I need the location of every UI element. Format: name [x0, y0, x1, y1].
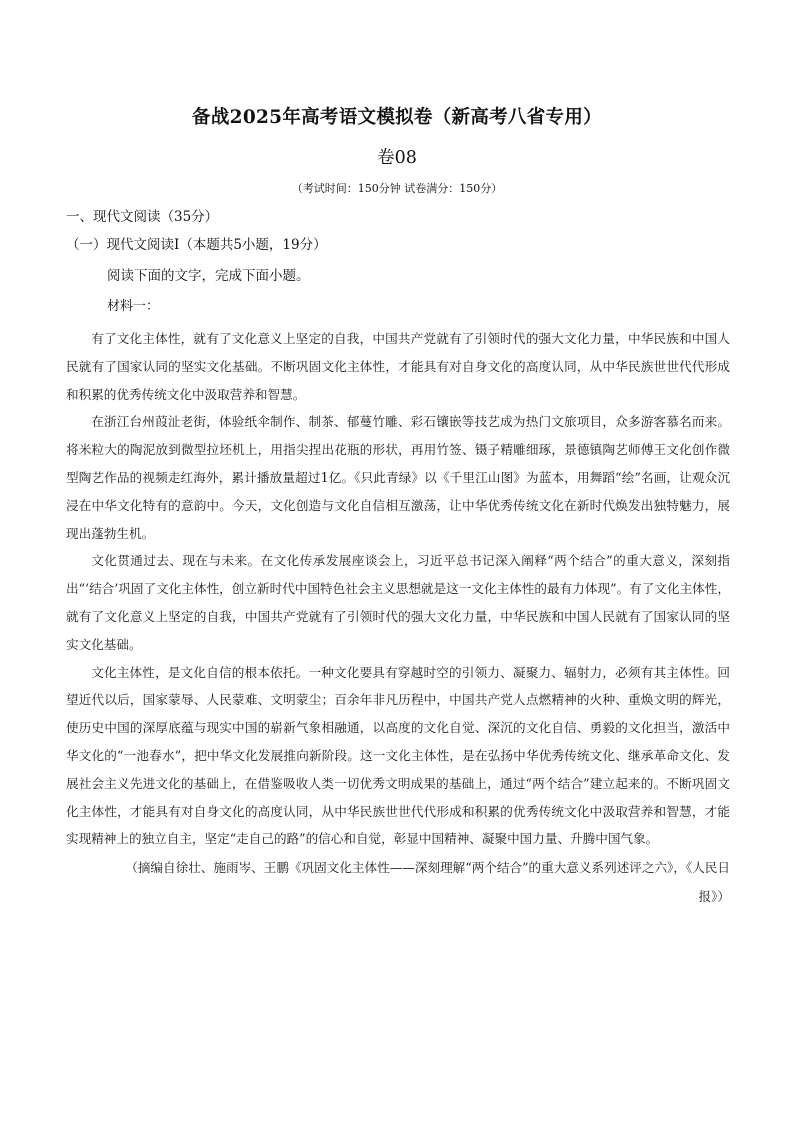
- reading-instruction: 阅读下面的文字，完成下面小题。: [107, 268, 310, 284]
- sub-section-heading: （一）现代文阅读Ⅰ（本题共5小题，19分）: [66, 237, 327, 253]
- exam-info: （考试时间：150分钟 试卷满分：150分）: [291, 182, 503, 195]
- paper-number: 卷08: [377, 148, 417, 168]
- passage-paragraph: 有了文化主体性，就有了文化意义上坚定的自我，中国共产党就有了引领时代的强大文化力量，中华民族和中国人民就有了国家认同的坚实文化基础。不断巩固文化主体性，才能具有对自身文化的高度认同，从中华民族世世代代形成和积累的优秀传统文化中汲取营养和智慧。: [66, 331, 730, 402]
- passage-paragraph: 文化主体性，是文化自信的根本依托。一种文化要具有穿越时空的引领力、凝聚力、辐射力，必须有其主体性。回望近代以后，国家蒙辱、人民蒙难、文明蒙尘；百余年非凡历程中，中国共产党人点燃精神的火种、重焕文明的辉光，使历史中国的深厚底蕴与现实中国的崭新气象相融通，以高度的文化自觉、深沉的文化自信、勇毅的文化担当，激活中华文化的“一池春水”，把中华文化发展推向新阶段。这一文化主体性，是在弘扬中华优秀传统文化、继承革命文化、发展社会主义先进文化的基础上，在借鉴吸收人类一切优秀文明成果的基础上，通过“两个结合”建立起来的。不断巩固文化主体性，才能具有对自身文化的高度认同，从中华民族世世代代形成和积累的优秀传统文化中汲取营养和智慧，才能实现精神上的独立自主，坚定“走自己的路”的信心和自觉，彰显中国精神、凝聚中国力量、升腾中国气象。: [66, 664, 730, 847]
- section-heading: 一、现代文阅读（35分）: [66, 209, 219, 225]
- document-title: 备战2025年高考语文模拟卷（新高考八省专用）: [192, 107, 602, 128]
- passage-body: [66, 325, 730, 911]
- material-label: 材料一：: [107, 299, 160, 314]
- passage-paragraph: 在浙江台州葭沚老街，体验纸伞制作、制茶、郁蔓竹雕、彩石镶嵌等技艺成为热门文旅项目，众多游客慕名而来。将米粒大的陶泥放到微型拉坯机上，用指尖捏出花瓶的形状，再用竹签、镊子精雕细琢，景德镇陶艺师傅王文化创作微型陶艺作品的视频走红海外，累计播放量超过1亿。《只此青绿》以《千里江山图》为蓝本，用舞蹈“绘”名画，让观众沉浸在中华文化特有的意韵中。今天，文化创造与文化自信相互激荡，让中华优秀传统文化在新时代焕发出独特魅力，展现出蓬勃生机。: [66, 414, 730, 541]
- passage-source: （摘编自徐壮、施雨岑、王鹏《巩固文化主体性——深刻理解“两个结合”的重大意义系列述评之六》，《人民日报》）: [125, 860, 730, 905]
- passage-paragraph: 文化贯通过去、现在与未来。在文化传承发展座谈会上，习近平总书记深入阐释“两个结合”的重大意义，深刻指出“‘结合’巩固了文化主体性，创立新时代中国特色社会主义思想就是这一文化主体性的最有力体现”。有了文化主体性，就有了文化意义上坚定的自我，中国共产党就有了引领时代的强大文化力量，中华民族和中国人民就有了国家认同的坚实文化基础。: [66, 553, 730, 652]
